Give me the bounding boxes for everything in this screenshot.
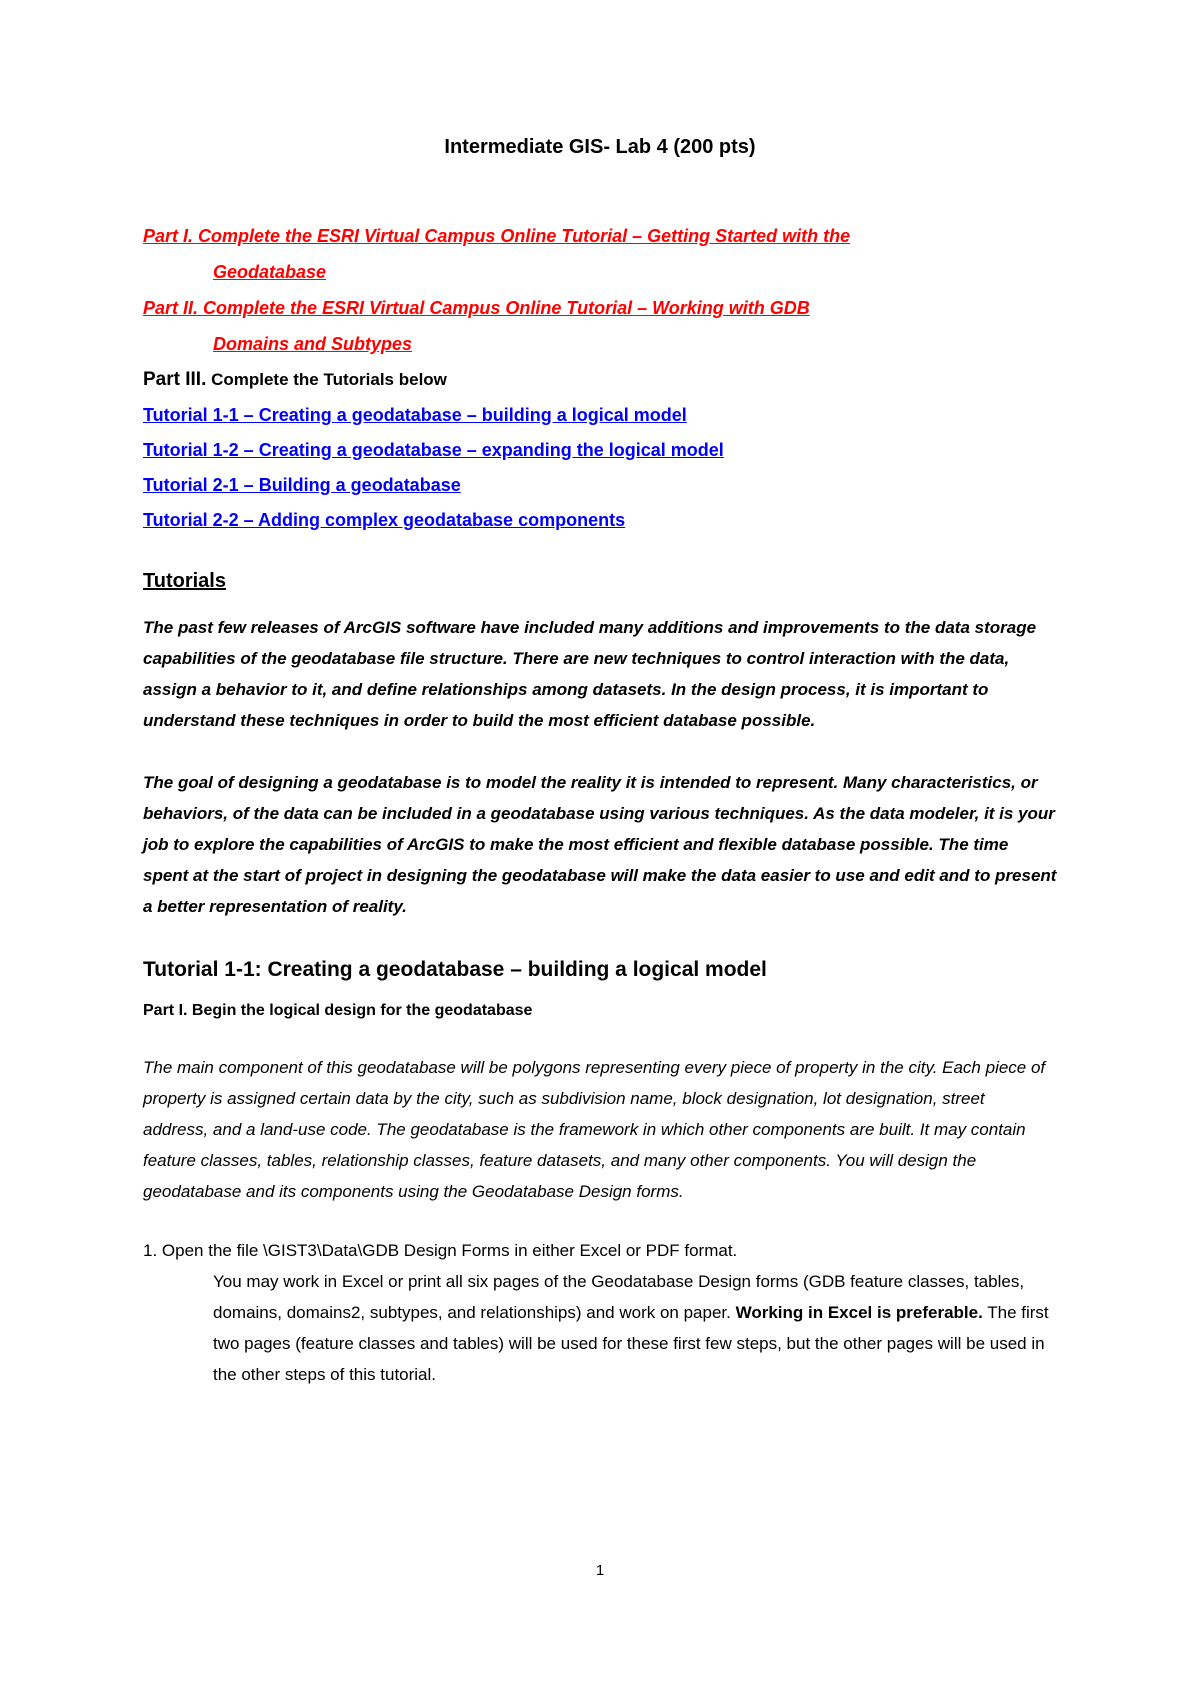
- part2-link-line1[interactable]: Part II. Complete the ESRI Virtual Campus Online Tutorial – Working with GDB: [143, 298, 810, 318]
- step-1-note: [143, 1266, 1057, 1390]
- tutorials-heading: Tutorials: [143, 570, 226, 592]
- step-1-note-post: The first two pages (feature classes and tables) will be used for these first few steps, but the other pages will be used in the other steps of this tutorial.: [213, 1303, 1049, 1385]
- part1-link-line1[interactable]: Part I. Complete the ESRI Virtual Campus Online Tutorial – Getting Started with the: [143, 226, 851, 246]
- tutorial-2-1-link[interactable]: Tutorial 2-1 – Building a geodatabase: [143, 475, 461, 495]
- tutorial-2-2-link[interactable]: Tutorial 2-2 – Adding complex geodatabase components: [143, 510, 626, 530]
- tutorial-1-1-section-heading: Tutorial 1-1: Creating a geodatabase – building a logical model: [143, 958, 767, 981]
- tutorial-1-2-link[interactable]: Tutorial 1-2 – Creating a geodatabase – expanding the logical model: [143, 440, 724, 460]
- tutorial-1-1-link[interactable]: Tutorial 1-1 – Creating a geodatabase – building a logical model: [143, 405, 687, 425]
- tutorial-links-list: [143, 398, 1057, 538]
- parts-section: [143, 218, 1057, 398]
- part1-link-line2[interactable]: Geodatabase: [213, 262, 327, 282]
- tutorial-1-1-intro-paragraph: The main component of this geodatabase will be polygons representing every piece of property in the city. Each piece of property is assigned certain data by the city, such as subdivision name, block designation, lot designation, street address, and a land-use code. The geodatabase is the framework in which other components are built. It may contain feature classes, tables, relationship classes, feature datasets, and many other components. You will design the geodatabase and its components using the Geodatabase Design forms.: [143, 1058, 1046, 1202]
- document-page: [0, 134, 1200, 1390]
- tutorials-paragraph-1: The past few releases of ArcGIS software have included many additions and improvements to the data storage capabilities of the geodatabase file structure. There are new techniques to control interaction with the data, assign a behavior to it, and define relationships among datasets. In the design process, it is important to understand these techniques in order to build the most efficient database possible.: [143, 618, 1037, 730]
- part3-label: Part III.: [143, 369, 207, 390]
- step-1: [143, 1235, 1057, 1390]
- step-1-number: 1.: [143, 1241, 158, 1261]
- part3-heading: [143, 362, 1057, 398]
- tutorial-1-1-subheading: Part I. Begin the logical design for the geodatabase: [143, 1002, 533, 1020]
- tutorials-paragraph-2: The goal of designing a geodatabase is to model the reality it is intended to represent. Many characteristics, or behaviors, of the data can be included in a geodatabase using various techniques. As the data modeler, it is your job to explore the capabilities of ArcGIS to make the most efficient and flexible database possible. The time spent at the start of project in designing the geodatabase will make the data easier to use and edit and to present a better representation of reality.: [143, 773, 1057, 916]
- step-1-text: Open the file \GIST3\Data\GDB Design Forms in either Excel or PDF format.: [157, 1241, 738, 1261]
- step-1-instruction: [143, 1235, 1057, 1266]
- document-title: Intermediate GIS- Lab 4 (200 pts): [444, 136, 756, 158]
- step-1-note-pre: You may work in Excel or print all six pages of the Geodatabase Design forms (GDB feature classes, tables, domains, domains2, subtypes, and relationships) and work on paper.: [213, 1272, 1025, 1323]
- step-1-note-bold: Working in Excel is preferable.: [735, 1303, 983, 1323]
- part3-text: Complete the Tutorials below: [206, 370, 447, 389]
- page-number: 1: [595, 1562, 605, 1579]
- part2-link-line2[interactable]: Domains and Subtypes: [213, 334, 413, 354]
